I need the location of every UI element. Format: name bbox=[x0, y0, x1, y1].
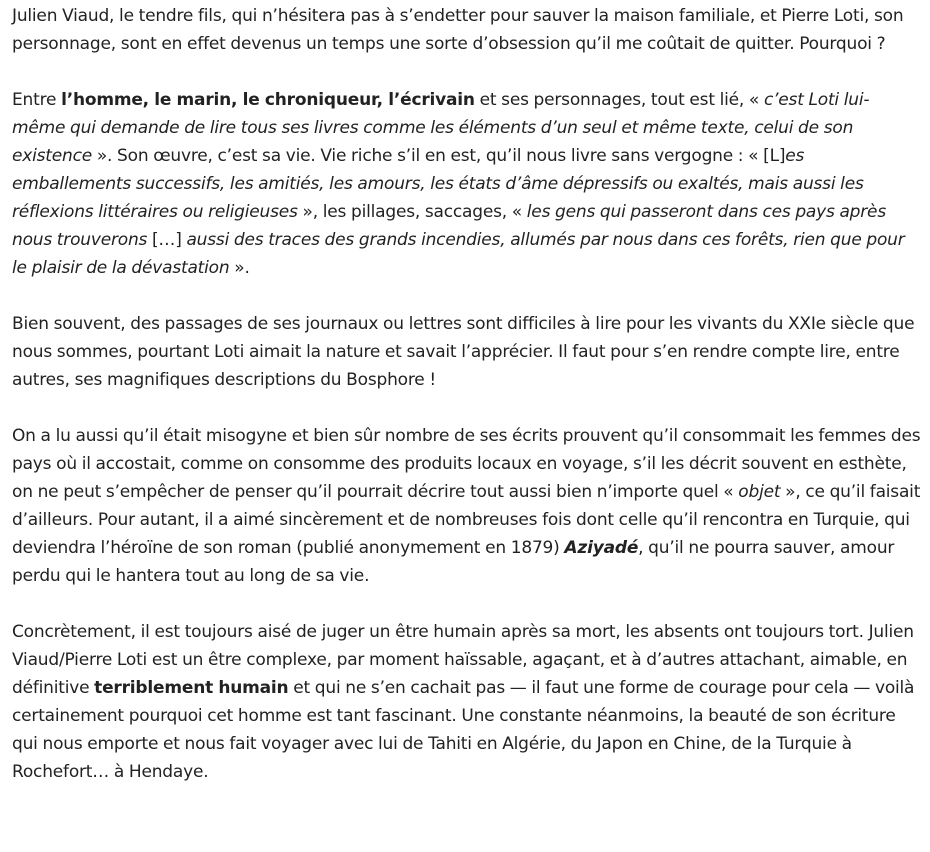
italic-quote: aussi des traces des grands incendies, allumés par nous dans ces forêts, rien que pour le plaisir de la dévastation bbox=[12, 230, 905, 278]
text-run: ». bbox=[229, 258, 250, 278]
bold-text: l’homme, le marin, le chroniqueur, l’écrivain bbox=[61, 90, 475, 110]
text-run: et qui ne s’en cachait pas — il faut une forme de courage pour cela — voilà certainement pourquoi cet homme est tant fascinant. Une constante néanmoins, la beauté de son écriture qui nous emporte et nous fait voyager avec lui de Tahiti en Algérie, du Japon en Chine, de la Turquie à Rochefort… à Hendaye. bbox=[12, 678, 915, 782]
paragraph bbox=[12, 86, 922, 282]
text-run: Julien Viaud, le tendre fils, qui n’hésitera pas à s’endetter pour sauver la maison familiale, et Pierre Loti, son personnage, sont en effet devenus un temps une sorte d’obsession qu’il me coûtait de quitter. Pourquoi ? bbox=[12, 6, 904, 54]
paragraph bbox=[12, 310, 922, 394]
paragraph bbox=[12, 422, 922, 590]
text-run: Bien souvent, des passages de ses journaux ou lettres sont difficiles à lire pour les vivants du XXIe siècle que nous sommes, pourtant Loti aimait la nature et savait l’apprécier. Il faut pour s’en rendre compte lire, entre autres, ses magnifiques descriptions du Bosphore ! bbox=[12, 314, 915, 390]
text-run: », ce qu’il faisait d’ailleurs. Pour autant, il a aimé sincèrement et de nombreuses fois dont celle qu’il rencontra en Turquie, qui deviendra l’héroïne de son roman (publié anonymement en 1879) bbox=[12, 482, 921, 558]
italic-quote: objet bbox=[738, 482, 781, 502]
text-run: Concrètement, il est toujours aisé de juger un être humain après sa mort, les absents ont toujours tort. Julien Viaud/Pierre Loti est un être complexe, par moment haïssable, agaçant, et à d’autres attachant, aimable, en définitive bbox=[12, 622, 914, 698]
paragraph bbox=[12, 618, 922, 786]
text-run: On a lu aussi qu’il était misogyne et bien sûr nombre de ses écrits prouvent qu’il consommait les femmes des pays où il accostait, comme on consomme des produits locaux en voyage, s’il les décrit souvent en esthète, on ne peut s’empêcher de penser qu’il pourrait décrire tout aussi bien n’importe quel « bbox=[12, 426, 921, 502]
book-title bbox=[564, 538, 638, 558]
text-run: », les pillages, saccages, « bbox=[297, 202, 527, 222]
text-run: Entre bbox=[12, 90, 62, 110]
paragraph bbox=[12, 2, 922, 58]
italic-quote: es emballements successifs, les amitiés, les amours, les états d’âme dépressifs ou exaltés, mais aussi les réflexions littéraires ou religieuses bbox=[12, 146, 864, 222]
italic-quote: c’est Loti lui-même qui demande de lire tous ses livres comme les éléments d’un seul et même texte, celui de son existence bbox=[12, 90, 870, 166]
text-run: […] bbox=[147, 230, 187, 250]
bold-text: terriblement humain bbox=[94, 678, 289, 698]
book-title-text: Aziyadé bbox=[564, 538, 639, 558]
text-run: ». Son œuvre, c’est sa vie. Vie riche s’il en est, qu’il nous livre sans vergogne : « [L] bbox=[92, 146, 786, 166]
italic-quote: les gens qui passeront dans ces pays après nous trouverons bbox=[12, 202, 886, 250]
text-run: et ses personnages, tout est lié, « bbox=[474, 90, 764, 110]
text-run: , qu’il ne pourra sauver, amour perdu qui le hantera tout au long de sa vie. bbox=[12, 538, 895, 586]
